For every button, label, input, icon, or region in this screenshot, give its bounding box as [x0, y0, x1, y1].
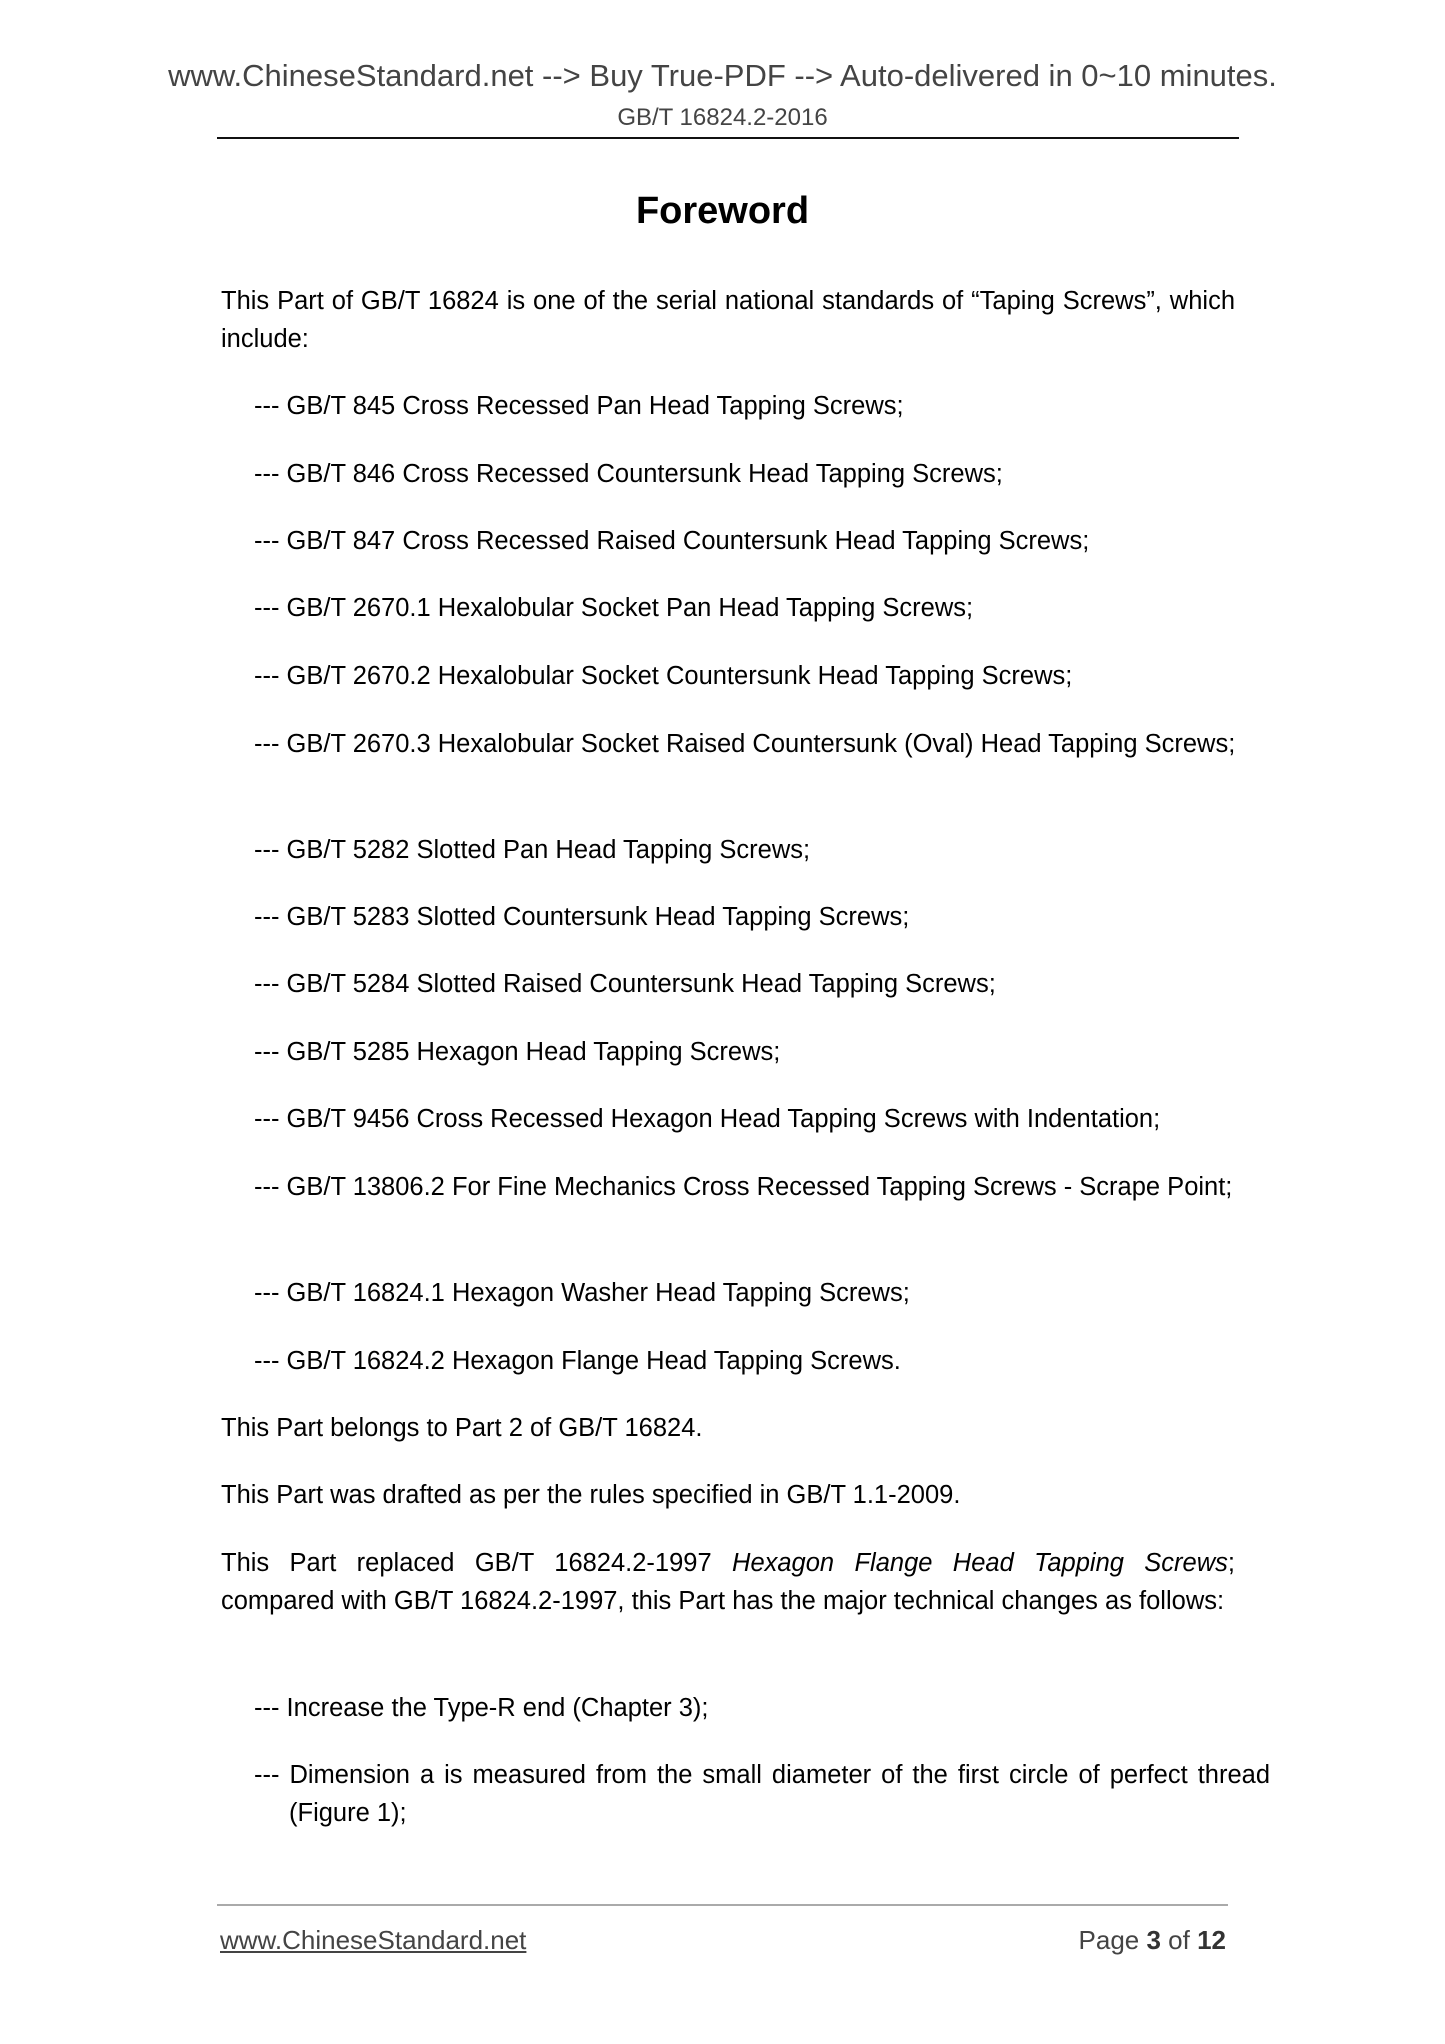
- current-page: 3: [1146, 1925, 1161, 1955]
- header-doc-id: GB/T 16824.2-2016: [617, 104, 828, 131]
- header-banner: www.ChineseStandard.net --> Buy True-PDF --> Auto-delivered in 0~10 minutes.: [168, 58, 1277, 93]
- list-item: --- GB/T 847 Cross Recessed Raised Countersunk Head Tapping Screws;: [254, 527, 1090, 555]
- list-item: --- GB/T 16824.2 Hexagon Flange Head Tapping Screws.: [254, 1347, 901, 1375]
- page-title: Foreword: [635, 190, 810, 232]
- list-item: --- GB/T 5282 Slotted Pan Head Tapping Screws;: [254, 836, 811, 864]
- list-item: --- GB/T 846 Cross Recessed Countersunk Head Tapping Screws;: [254, 460, 1003, 488]
- list-item: --- GB/T 13806.2 For Fine Mechanics Cross Recessed Tapping Screws - Scrape Point;: [254, 1173, 1233, 1201]
- list-item: --- GB/T 9456 Cross Recessed Hexagon Head Tapping Screws with Indentation;: [254, 1105, 1161, 1133]
- list-item: --- GB/T 2670.1 Hexalobular Socket Pan Head Tapping Screws;: [254, 594, 974, 622]
- intro-paragraph: This Part of GB/T 16824 is one of the serial national standards of “Taping Screws”, which include:: [221, 287, 1235, 353]
- replaced-text-before: This Part replaced GB/T 16824.2-1997: [221, 1549, 733, 1577]
- total-pages: 12: [1197, 1925, 1226, 1955]
- part-paragraph: This Part belongs to Part 2 of GB/T 16824.: [221, 1414, 703, 1442]
- replaced-paragraph: [221, 1544, 1235, 1620]
- page-number: [1079, 1925, 1226, 1956]
- replaced-standard-title: Hexagon Flange Head Tapping Screws: [732, 1549, 1228, 1577]
- list-item: --- GB/T 16824.1 Hexagon Washer Head Tapping Screws;: [254, 1279, 910, 1307]
- page-of-label: of: [1160, 1925, 1198, 1955]
- change-item: --- Dimension a is measured from the small diameter of the first circle of perfect thread (Figure 1);: [254, 1761, 1270, 1827]
- change-item: --- Increase the Type-R end (Chapter 3);: [254, 1694, 709, 1722]
- list-item: --- GB/T 2670.3 Hexalobular Socket Raised Countersunk (Oval) Head Tapping Screws;: [254, 730, 1236, 758]
- drafted-paragraph: This Part was drafted as per the rules specified in GB/T 1.1-2009.: [221, 1481, 961, 1509]
- footer-divider: [217, 1904, 1228, 1906]
- list-item: --- GB/T 845 Cross Recessed Pan Head Tapping Screws;: [254, 392, 904, 420]
- replaced-text-after: ; compared with GB/T 16824.2-1997, this Part has the major technical changes as follows:: [221, 1549, 1235, 1615]
- list-item: --- GB/T 5283 Slotted Countersunk Head Tapping Screws;: [254, 903, 910, 931]
- list-item: --- GB/T 5284 Slotted Raised Countersunk Head Tapping Screws;: [254, 970, 996, 998]
- page-label: Page: [1078, 1925, 1147, 1955]
- header-divider: [217, 137, 1239, 139]
- list-item: --- GB/T 5285 Hexagon Head Tapping Screws;: [254, 1038, 781, 1066]
- footer-website-link[interactable]: www.ChineseStandard.net: [220, 1925, 527, 1955]
- list-item: --- GB/T 2670.2 Hexalobular Socket Countersunk Head Tapping Screws;: [254, 662, 1073, 690]
